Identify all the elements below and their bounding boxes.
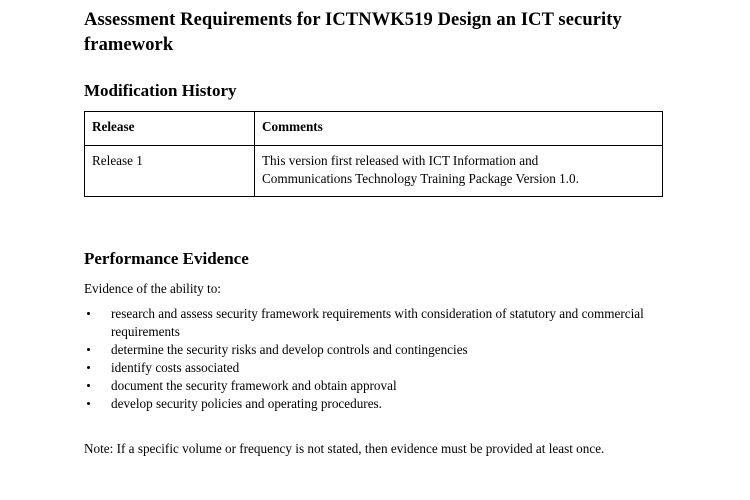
- list-item: [84, 341, 658, 359]
- section-heading-modification-history: Modification History: [84, 81, 237, 101]
- bullet-icon: [87, 348, 90, 351]
- column-header-release: Release: [85, 111, 255, 146]
- list-item: [84, 359, 658, 377]
- modification-history-table: [84, 111, 663, 198]
- page-title: Assessment Requirements for ICTNWK519 Design an ICT security framework: [84, 10, 622, 55]
- list-item-text: develop security policies and operating procedures.: [111, 396, 382, 412]
- cell-comments-line-1: This version first released with ICT Information and: [262, 153, 539, 169]
- performance-evidence-list: [84, 305, 658, 413]
- bullet-icon: [87, 366, 90, 369]
- performance-evidence-intro: Evidence of the ability to:: [84, 280, 221, 296]
- column-header-comments: Comments: [255, 111, 663, 146]
- table-header-row: [85, 111, 663, 146]
- list-item-text: determine the security risks and develop controls and contingencies: [111, 342, 468, 358]
- bullet-icon: [87, 402, 90, 405]
- bullet-icon: [87, 384, 90, 387]
- table-row: [85, 146, 663, 197]
- section-heading-performance-evidence: Performance Evidence: [84, 249, 249, 269]
- list-item: [84, 377, 658, 395]
- bullet-icon: [87, 312, 90, 315]
- list-item-text: identify costs associated: [111, 360, 240, 376]
- performance-evidence-note: Note: If a specific volume or frequency is not stated, then evidence must be provided at least once.: [84, 441, 605, 457]
- cell-comments-line-2: Communications Technology Training Package Version 1.0.: [262, 170, 579, 186]
- cell-release: Release 1: [85, 146, 255, 197]
- list-item: [84, 395, 658, 413]
- cell-comments: [255, 146, 663, 197]
- list-item-text: research and assess security framework requirements with consideration of statutory and commercial requirements: [111, 306, 644, 340]
- list-item-text: document the security framework and obtain approval: [111, 378, 397, 394]
- list-item: [84, 305, 658, 341]
